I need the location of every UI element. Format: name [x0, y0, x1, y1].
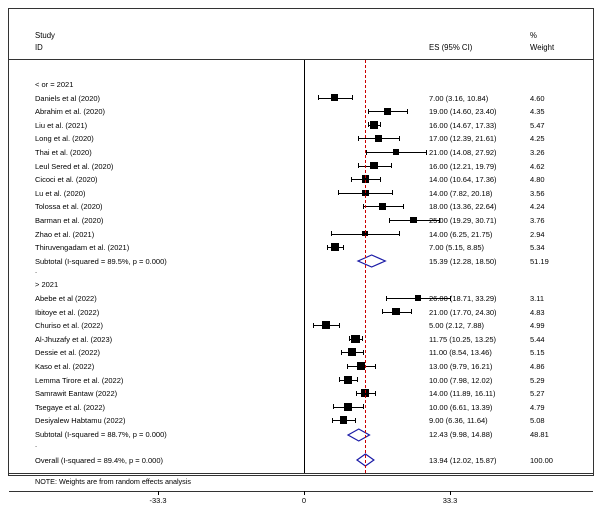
weight-value: 5.15 [530, 348, 545, 358]
es-value: 25.00 (19.29, 30.71) [429, 216, 497, 225]
ci-cap-left [339, 377, 340, 382]
study-label: Desiyalew Habtamu (2022) [35, 416, 126, 426]
weight-value: 5.29 [530, 375, 545, 385]
axis-tick-left [158, 491, 159, 495]
es-value: 14.00 (10.64, 17.36) [429, 175, 497, 185]
ci-cap-right [339, 323, 340, 328]
es-value: 21.00 (14.08, 27.92) [429, 148, 497, 157]
ci-cap-left [356, 391, 357, 396]
study-label: Dessie et al. (2022) [35, 348, 101, 358]
es-value: 17.00 (12.39, 21.61) [429, 134, 497, 144]
ci-cap-left [358, 163, 359, 168]
study-label: Tolossa et al. (2020) [35, 202, 103, 212]
es-value: 11.75 (10.25, 13.25) [429, 334, 496, 344]
weight-value: 5.47 [530, 120, 545, 130]
ci-cap-left [333, 404, 334, 409]
ci-cap-left [332, 418, 333, 423]
subtotal-diamond-2 [344, 428, 373, 442]
es-value: 10.00 (6.61, 13.39) [429, 402, 493, 412]
header-es: ES (95% CI) [429, 43, 473, 52]
es-value: 14.00 (6.25, 21.75) [429, 229, 493, 239]
es-value: 10.00 (7.98, 12.02) [429, 375, 493, 385]
es-value: 26.00 (18.71, 33.29) [429, 294, 497, 303]
es-value: 13.00 (9.79, 16.21) [429, 362, 493, 371]
ci-cap-left [382, 309, 383, 314]
study-label: Lemma Tirore et al. (2022) [35, 375, 124, 385]
es-value: 14.00 (11.89, 16.11) [429, 389, 496, 399]
effect-marker [357, 362, 365, 370]
effect-marker [331, 94, 338, 101]
weights-note: NOTE: Weights are from random effects analysis [35, 477, 191, 487]
ci-cap-left [347, 364, 348, 369]
ci-cap-right [375, 364, 376, 369]
study-label: Churiso et al. (2022) [35, 321, 103, 331]
overall-label: Overall (I-squared = 89.4%, p = 0.000) [35, 455, 163, 465]
weight-value: 4.25 [530, 134, 545, 144]
weight-value: 3.11 [530, 294, 545, 303]
es-value: 16.00 (14.67, 17.33) [429, 120, 497, 130]
weight-value: 4.60 [530, 93, 545, 103]
weight-value: 4.80 [530, 175, 545, 185]
effect-marker [375, 135, 382, 142]
ci-cap-right [426, 150, 427, 155]
ci-cap-right [380, 122, 381, 127]
weight-value: 3.76 [530, 216, 545, 225]
study-label: Cicoci et al. (2020) [35, 175, 98, 185]
weight-value: 5.44 [530, 334, 545, 344]
subtotal-es-value-2: 12.43 (9.98, 14.88) [429, 430, 493, 439]
subtotal-diamond-1 [354, 254, 389, 268]
effect-marker [340, 416, 348, 424]
weight-value: 4.79 [530, 402, 545, 412]
weight-value: 4.62 [530, 161, 545, 171]
ci-cap-right [399, 136, 400, 141]
ci-cap-left [349, 336, 350, 341]
overall-effect-line [365, 60, 366, 473]
weight-value: 4.24 [530, 202, 545, 212]
subtotal-weight-value-2: 48.81 [530, 430, 549, 439]
subtotal-es-value-1: 15.39 (12.28, 18.50) [429, 256, 497, 266]
effect-marker [415, 295, 421, 301]
es-value: 14.00 (7.82, 20.18) [429, 188, 493, 198]
overall-weight-value: 100.00 [530, 455, 553, 465]
weight-value: 4.35 [530, 107, 545, 117]
effect-marker [348, 348, 356, 356]
weight-value: 5.27 [530, 389, 545, 399]
es-value: 7.00 (5.15, 8.85) [429, 243, 485, 253]
study-label: Tsegaye et al. (2022) [35, 402, 106, 412]
subtotal-weight-value-1: 51.19 [530, 256, 549, 266]
ci-cap-right [399, 231, 400, 236]
ci-cap-left [351, 177, 352, 182]
weight-value: 3.56 [530, 188, 545, 198]
es-value: 9.00 (6.36, 11.64) [429, 416, 488, 426]
ci-cap-right [375, 391, 376, 396]
header-weight: Weight [530, 43, 555, 52]
ci-cap-right [391, 163, 392, 168]
ci-cap-left [327, 245, 328, 250]
note-rule-bottom [9, 491, 593, 492]
ci-cap-right [392, 190, 393, 195]
es-value: 5.00 (2.12, 7.88) [429, 321, 485, 331]
es-value: 7.00 (3.16, 10.84) [429, 93, 489, 103]
es-value: 21.00 (17.70, 24.30) [429, 307, 497, 317]
group-spacer-dot: . [35, 439, 38, 449]
effect-marker [370, 162, 377, 169]
effect-marker [393, 149, 399, 155]
axis-label-left: -33.3 [149, 496, 167, 505]
weight-value: 4.86 [530, 362, 545, 371]
axis-tick-right [450, 491, 451, 495]
ci-cap-right [363, 350, 364, 355]
ci-cap-right [411, 309, 412, 314]
ci-cap-right [407, 109, 408, 114]
header-rule [9, 59, 593, 60]
es-value: 16.00 (12.21, 19.79) [429, 161, 497, 171]
study-label: Abebe et al (2022) [35, 294, 97, 303]
study-label: Long et al. (2020) [35, 134, 94, 144]
ci-cap-right [362, 336, 363, 341]
effect-marker [384, 108, 391, 115]
weight-value: 2.94 [530, 229, 545, 239]
group-label-1: < or = 2021 [35, 80, 74, 89]
study-label: Abrahim et al. (2020) [35, 107, 106, 117]
ci-cap-left [331, 231, 332, 236]
effect-marker [379, 203, 386, 210]
effect-marker [370, 121, 378, 129]
effect-marker [331, 243, 339, 251]
ci-cap-left [313, 323, 314, 328]
es-value: 19.00 (14.60, 23.40) [429, 107, 497, 117]
study-label: Zhao et al. (2021) [35, 229, 95, 239]
ci-cap-left [338, 190, 339, 195]
study-label: Liu et al. (2021) [35, 120, 88, 130]
study-label: Ibitoye et al. (2022) [35, 307, 100, 317]
weight-value: 5.34 [530, 243, 545, 253]
effect-marker [351, 335, 359, 343]
axis-label-center: 0 [301, 496, 307, 505]
ci-cap-left [368, 109, 369, 114]
ci-cap-left [363, 204, 364, 209]
effect-marker [344, 403, 352, 411]
es-value: 18.00 (13.36, 22.64) [429, 202, 497, 212]
study-label: Barman et al. (2020) [35, 216, 104, 225]
note-rule-top [9, 473, 593, 474]
study-label: Thai et al. (2020) [35, 148, 92, 157]
header-pct: % [530, 31, 537, 40]
effect-marker [392, 308, 400, 316]
study-label: Lu et al. (2020) [35, 188, 86, 198]
ci-cap-right [355, 418, 356, 423]
plot-frame [8, 8, 594, 505]
weight-value: 3.26 [530, 148, 545, 157]
header-study: Study [35, 31, 55, 40]
null-line [304, 60, 305, 473]
ci-cap-left [358, 136, 359, 141]
es-value: 11.00 (8.54, 13.46) [429, 348, 492, 358]
effect-marker [410, 217, 417, 224]
ci-cap-left [389, 218, 390, 223]
overall-es-value: 13.94 (12.02, 15.87) [429, 455, 497, 465]
effect-marker [322, 321, 330, 329]
ci-cap-left [318, 95, 319, 100]
weight-value: 4.99 [530, 321, 545, 331]
ci-cap-right [352, 95, 353, 100]
header-id: ID [35, 43, 43, 52]
ci-cap-right [403, 204, 404, 209]
study-label: Thiruvengadam et al. (2021) [35, 243, 130, 253]
ci-cap-right [357, 377, 358, 382]
study-label: Samrawit Eantaw (2022) [35, 389, 118, 399]
ci-cap-right [380, 177, 381, 182]
ci-cap-right [363, 404, 364, 409]
effect-marker [344, 376, 352, 384]
subtotal-label-1: Subtotal (I-squared = 89.5%, p = 0.000) [35, 256, 167, 266]
ci-cap-right [343, 245, 344, 250]
study-label: Al-Jhuzafy et al. (2023) [35, 334, 113, 344]
weight-value: 4.83 [530, 307, 545, 317]
study-label: Leul Sered et al. (2020) [35, 161, 114, 171]
axis-label-right: 33.3 [442, 496, 458, 505]
weight-value: 5.08 [530, 416, 545, 426]
axis-tick-center [304, 491, 305, 495]
group-label-2: > 2021 [35, 280, 59, 290]
subtotal-label-2: Subtotal (I-squared = 88.7%, p = 0.000) [35, 430, 167, 439]
ci-cap-left [386, 296, 387, 301]
study-label: Kaso et al. (2022) [35, 362, 95, 371]
group-spacer-dot: . [35, 266, 38, 276]
ci-cap-left [341, 350, 342, 355]
study-label: Daniels et al (2020) [35, 93, 101, 103]
